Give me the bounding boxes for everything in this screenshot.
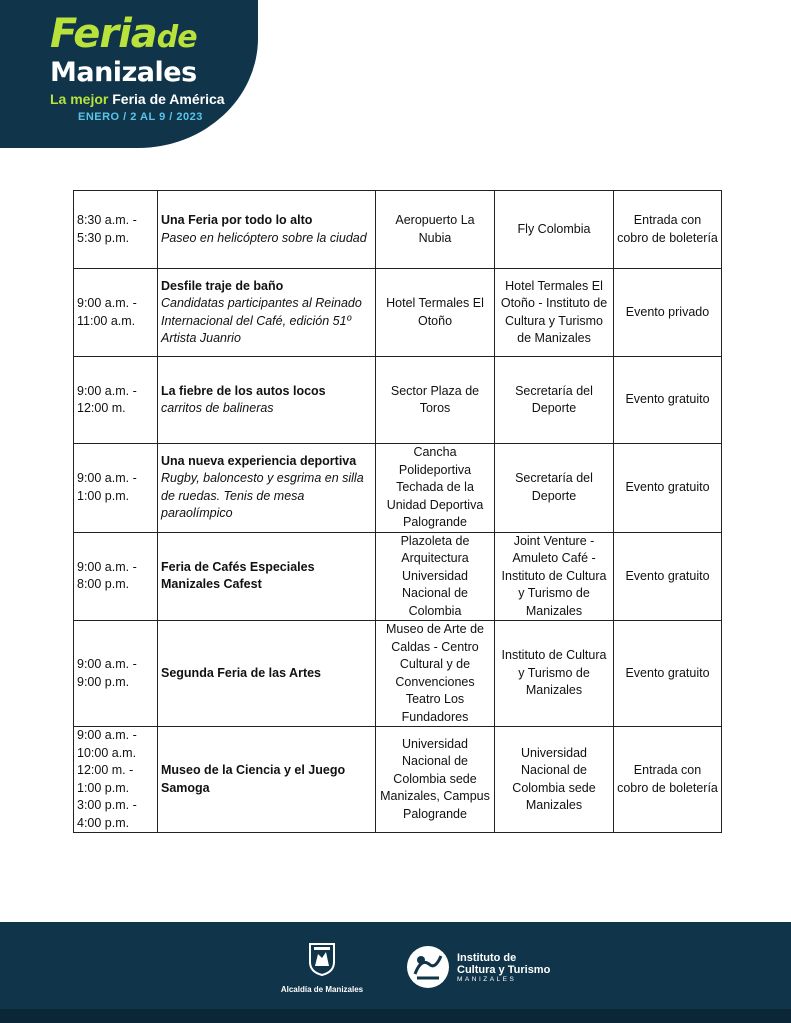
- event-cell: [158, 444, 376, 533]
- logo-word-manizales: Manizales: [50, 57, 197, 88]
- event-time: [74, 532, 158, 621]
- feria-logo: [50, 11, 240, 124]
- event-place: Aeropuerto La Nubia: [376, 191, 495, 269]
- time-line: 11:00 a.m.: [77, 313, 136, 328]
- event-access: Evento gratuito: [614, 621, 722, 727]
- logo-word-feria: Feria: [50, 11, 157, 57]
- time-line: 1:00 p.m.: [77, 780, 130, 795]
- event-place: Universidad Nacional de Colombia sede Manizales, Campus Palogrande: [376, 727, 495, 833]
- event-title: Segunda Feria de las Artes: [161, 665, 322, 680]
- alcaldia-label: Alcaldía de Manizales: [280, 985, 364, 994]
- instituto-logo: [405, 944, 565, 988]
- time-line: 9:00 p.m.: [77, 674, 130, 689]
- logo-word-de: de: [156, 20, 197, 55]
- time-line: 9:00 a.m. -: [77, 383, 137, 398]
- event-title: Desfile traje de baño: [161, 278, 284, 293]
- header-badge: [0, 0, 258, 148]
- event-place: Museo de Arte de Caldas - Centro Cultural y de Convenciones Teatro Los Fundadores: [376, 621, 495, 727]
- event-organizer: Secretaría del Deporte: [495, 357, 614, 444]
- time-line: 1:00 p.m.: [77, 488, 130, 503]
- event-organizer: Instituto de Cultura y Turismo de Manizales: [495, 621, 614, 727]
- event-organizer: Hotel Termales El Otoño - Instituto de Cultura y Turismo de Manizales: [495, 269, 614, 357]
- event-title: La fiebre de los autos locos: [161, 383, 326, 398]
- time-line: 9:00 a.m. -: [77, 657, 137, 671]
- event-time: [74, 357, 158, 444]
- table-row: [74, 621, 722, 727]
- table-row: [74, 357, 722, 444]
- time-line: 9:00 a.m. -: [77, 559, 137, 574]
- footer-stripe: [0, 1009, 791, 1023]
- event-cell: [158, 357, 376, 444]
- event-time: [74, 269, 158, 357]
- event-access: Evento gratuito: [614, 444, 722, 533]
- table-row: [74, 269, 722, 357]
- event-dates: ENERO / 2 AL 9 / 2023: [78, 111, 203, 123]
- table-row: [74, 191, 722, 269]
- event-place: Plazoleta de Arquitectura Universidad Nacional de Colombia: [376, 532, 495, 621]
- event-description: Paseo en helicóptero sobre la ciudad: [161, 230, 367, 245]
- event-place: Hotel Termales El Otoño: [376, 269, 495, 357]
- table-row: [74, 444, 722, 533]
- event-time: [74, 621, 158, 727]
- event-description: Rugby, baloncesto y esgrima en silla de ruedas. Tenis de mesa paraolímpico: [161, 471, 364, 521]
- table-row: [74, 532, 722, 621]
- event-access: Entrada con cobro de boletería: [614, 727, 722, 833]
- event-place: Sector Plaza de Toros: [376, 357, 495, 444]
- time-line: 10:00 a.m.: [77, 745, 137, 760]
- alcaldia-logo: [276, 942, 368, 994]
- time-line: 5:30 p.m.: [77, 230, 130, 245]
- schedule-body: [74, 191, 722, 833]
- event-cell: [158, 191, 376, 269]
- table-row: [74, 727, 722, 833]
- time-line: 12:00 m. -: [77, 763, 134, 777]
- event-place: Cancha Polideportiva Techada de la Unidad Deportiva Palogrande: [376, 444, 495, 533]
- time-line: 9:00 a.m. -: [77, 296, 137, 310]
- time-line: 9:00 a.m. -: [77, 728, 137, 742]
- time-line: 12:00 m.: [77, 401, 126, 415]
- event-cell: [158, 727, 376, 833]
- event-description: carritos de balineras: [161, 401, 274, 415]
- time-line: 8:00 p.m.: [77, 577, 130, 592]
- event-cell: [158, 532, 376, 621]
- event-time: [74, 191, 158, 269]
- instituto-line2: Cultura y Turismo: [457, 964, 551, 976]
- event-organizer: Universidad Nacional de Colombia sede Manizales: [495, 727, 614, 833]
- instituto-line1: Instituto de: [457, 952, 517, 964]
- instituto-emblem-icon: [405, 944, 451, 990]
- event-organizer: Secretaría del Deporte: [495, 444, 614, 533]
- event-access: Evento gratuito: [614, 532, 722, 621]
- event-cell: [158, 269, 376, 357]
- event-title: Museo de la Ciencia y el Juego Samoga: [161, 763, 346, 795]
- footer: [0, 922, 791, 1023]
- event-description: Candidatas participantes al Reinado Internacional del Café, edición 51º Artista Juanrio: [161, 296, 362, 345]
- shield-icon: [307, 942, 337, 976]
- tagline-a: La mejor: [50, 91, 109, 107]
- schedule-table: [73, 190, 722, 833]
- time-line: 8:30 a.m. -: [77, 213, 137, 227]
- time-line: 3:00 p.m. -: [77, 798, 137, 812]
- event-time: [74, 444, 158, 533]
- event-organizer: Fly Colombia: [495, 191, 614, 269]
- event-cell: [158, 621, 376, 727]
- event-time: [74, 727, 158, 833]
- event-organizer: Joint Venture - Amuleto Café - Instituto de Cultura y Turismo de Manizales: [495, 532, 614, 621]
- event-title: Feria de Cafés Especiales Manizales Cafest: [161, 559, 315, 592]
- time-line: 4:00 p.m.: [77, 815, 130, 830]
- time-line: 9:00 a.m. -: [77, 471, 137, 486]
- event-title: Una nueva experiencia deportiva: [161, 453, 357, 468]
- event-access: Evento gratuito: [614, 357, 722, 444]
- tagline-b: Feria de América: [112, 91, 225, 107]
- instituto-line3: MANIZALES: [457, 976, 517, 983]
- event-access: Entrada con cobro de boletería: [614, 191, 722, 269]
- event-access: Evento privado: [614, 269, 722, 357]
- event-title: Una Feria por todo lo alto: [161, 213, 313, 227]
